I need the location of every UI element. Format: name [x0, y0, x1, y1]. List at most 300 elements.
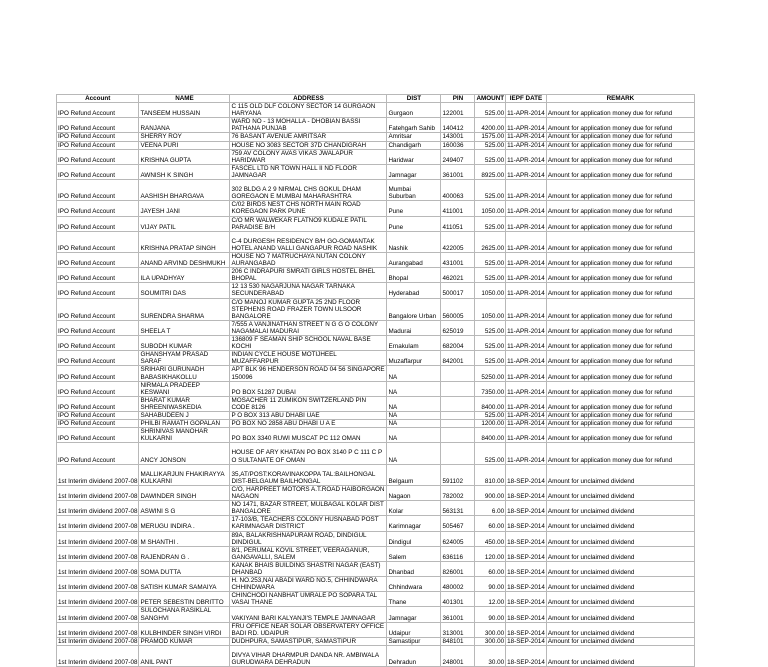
account-cell: IPO Refund Account — [57, 180, 139, 201]
account-cell: 1st Interim dividend 2007-08 — [57, 645, 139, 666]
iepf-date-cell: 18-SEP-2014 — [506, 577, 547, 592]
address-cell: C-4 DURGESH RESIDENCY B/H GO-GOMANTAK HOTEL ANAND VALLI GANGAPUR ROAD NASHIK — [230, 231, 387, 252]
account-cell: 1st Interim dividend 2007-08 — [57, 516, 139, 531]
name-cell: SUBODH KUMAR — [139, 336, 230, 351]
address-cell: 76 BASANT AVENUE AMRITSAR — [230, 133, 387, 141]
amount-cell: 525.00 — [475, 180, 506, 201]
table-row — [57, 622, 695, 637]
table-row — [57, 216, 695, 231]
address-cell: 302 BLDG A 2 9 NIRMAL CHS GOKUL DHAM GOREGAON E MUMBAI MAHARASHTRA — [230, 180, 387, 201]
dist-cell: NA — [387, 420, 441, 428]
account-cell: IPO Refund Account — [57, 336, 139, 351]
account-cell: IPO Refund Account — [57, 428, 139, 443]
dist-cell: Jamnagar — [387, 164, 441, 179]
table-row — [57, 501, 695, 516]
pin-cell: 400063 — [441, 180, 475, 201]
dist-cell: Jamnagar — [387, 607, 441, 622]
amount-cell: 90.00 — [475, 607, 506, 622]
account-cell: IPO Refund Account — [57, 411, 139, 419]
iepf-date-cell: 11-APR-2014 — [506, 336, 547, 351]
account-cell: IPO Refund Account — [57, 231, 139, 252]
pin-cell: 782002 — [441, 485, 475, 500]
address-cell: KANAK BHAIS BUILDING SHASTRI NAGAR (EAST) DHANBAD — [230, 561, 387, 576]
address-cell: HOUSE NO 3083 SECTOR 37D CHANDIGRAH — [230, 141, 387, 149]
table-row — [57, 298, 695, 320]
address-cell: WARD NO - 13 MOHALLA - DHOBIAN BASSI PATHANA PUNJAB — [230, 118, 387, 133]
name-cell: SRIHARI GURUNADH BABASIKHAKOLLU — [139, 366, 230, 381]
amount-cell: 525.00 — [475, 253, 506, 268]
address-cell: 35,AT/POST:KORAVINAKOPPA TAL:BAILHONGAL DIST-BELGAUM BAILHONGAL — [230, 464, 387, 485]
dist-cell: Haridwar — [387, 149, 441, 164]
dist-cell: Amritsar — [387, 133, 441, 141]
name-cell: ANIL PANT — [139, 645, 230, 666]
table-row — [57, 268, 695, 283]
pin-cell: 431001 — [441, 253, 475, 268]
iepf-table — [56, 94, 695, 667]
iepf-date-cell: 11-APR-2014 — [506, 268, 547, 283]
name-cell: M SHANTHI . — [139, 531, 230, 546]
amount-cell: 900.00 — [475, 485, 506, 500]
account-cell: IPO Refund Account — [57, 133, 139, 141]
column-header-account: Account — [57, 95, 139, 103]
dist-cell: Hyderabad — [387, 283, 441, 298]
remark-cell: Amount for unclaimed dividend — [546, 645, 694, 666]
address-cell: 136809 F SEAMAN SHIP SCHOOL NAVAL BASE KOCHI — [230, 336, 387, 351]
table-row — [57, 428, 695, 443]
pin-cell: 140412 — [441, 118, 475, 133]
account-cell: 1st Interim dividend 2007-08 — [57, 531, 139, 546]
name-cell: MALLIKARJUN FHAKIRAYYA KULKARNI — [139, 464, 230, 485]
iepf-date-cell: 11-APR-2014 — [506, 283, 547, 298]
name-cell: SULOCHANA RASIKLAL SANGHVI — [139, 607, 230, 622]
account-cell: IPO Refund Account — [57, 141, 139, 149]
amount-cell: 30.00 — [475, 645, 506, 666]
name-cell: SOUMITRI DAS — [139, 283, 230, 298]
name-cell: TANSEEM HUSSAIN — [139, 103, 230, 118]
table-row — [57, 592, 695, 607]
dist-cell: Pune — [387, 216, 441, 231]
amount-cell: 1050.00 — [475, 298, 506, 320]
remark-cell: Amount for unclaimed dividend — [546, 531, 694, 546]
dist-cell: Aurangabad — [387, 253, 441, 268]
table-row — [57, 118, 695, 133]
name-cell: AWNISH K SINGH — [139, 164, 230, 179]
table-row — [57, 164, 695, 179]
amount-cell: 525.00 — [475, 320, 506, 335]
remark-cell: Amount for application money due for refund — [546, 118, 694, 133]
dist-cell: Chandigarh — [387, 141, 441, 149]
address-cell: DUDHPURA, SAMASTIPUR, SAMASTIPUR — [230, 637, 387, 645]
name-cell: KRISHNA PRATAP SINGH — [139, 231, 230, 252]
amount-cell: 525.00 — [475, 149, 506, 164]
name-cell: BHARAT KUMAR SHREENIWASKEDIA — [139, 396, 230, 411]
table-row — [57, 561, 695, 576]
pin-cell: 682004 — [441, 336, 475, 351]
pin-cell: 500017 — [441, 283, 475, 298]
address-cell: 89A, BALAKRISHNAPURAM ROAD, DINDIGUL DINDIGUL — [230, 531, 387, 546]
remark-cell: Amount for unclaimed dividend — [546, 622, 694, 637]
table-row — [57, 103, 695, 118]
pin-cell: 249407 — [441, 149, 475, 164]
iepf-date-cell: 11-APR-2014 — [506, 396, 547, 411]
amount-cell: 300.00 — [475, 637, 506, 645]
pin-cell: 636116 — [441, 546, 475, 561]
pin-cell: 361001 — [441, 607, 475, 622]
amount-cell: 1200.00 — [475, 420, 506, 428]
name-cell: PRAMOD KUMAR — [139, 637, 230, 645]
name-cell: SHERRY ROY — [139, 133, 230, 141]
pin-cell: 560005 — [441, 298, 475, 320]
table-row — [57, 411, 695, 419]
table-row — [57, 351, 695, 366]
account-cell: IPO Refund Account — [57, 216, 139, 231]
iepf-date-cell: 11-APR-2014 — [507, 141, 545, 149]
account-cell: 1st Interim dividend 2007-08 — [57, 546, 139, 561]
table-row — [57, 253, 695, 268]
address-cell: APT BLK 96 HENDERSON ROAD 04 56 SINGAPORE 150096 — [230, 366, 387, 381]
pin-cell: 624005 — [441, 531, 475, 546]
name-cell: KULBHINDER SINGH VIRDI — [139, 622, 230, 637]
dist-cell: Nashik — [387, 231, 441, 252]
account-cell: IPO Refund Account — [57, 420, 139, 428]
amount-cell: 525.00 — [475, 103, 506, 118]
address-cell: FRU OFFICE NEAR SOLAR OBSERVATERY OFFICE BADI RD. UDAIPUR — [230, 622, 387, 637]
account-cell: IPO Refund Account — [57, 396, 139, 411]
name-cell: SURENDRA SHARMA — [139, 298, 230, 320]
address-cell: 759 AV COLONY AVAS VIKAS JWALAPUR HARIDWAR — [230, 149, 387, 164]
amount-cell: 5250.00 — [475, 366, 506, 381]
dist-cell: Ernakulam — [387, 336, 441, 351]
column-header-name: NAME — [139, 95, 230, 103]
table-row — [57, 396, 695, 411]
account-cell: IPO Refund Account — [57, 164, 139, 179]
pin-cell — [441, 420, 475, 428]
amount-cell: 525.00 — [475, 351, 506, 366]
amount-cell: 450.00 — [475, 531, 506, 546]
column-header-iepf-date: IEPF DATE — [506, 95, 547, 103]
table-row — [57, 443, 695, 464]
iepf-date-cell: 18-SEP-2014 — [506, 501, 547, 516]
remark-cell: Amount for application money due for refund — [546, 366, 694, 381]
name-cell: MERUGU INDIRA . — [139, 516, 230, 531]
dist-cell: NA — [387, 428, 441, 443]
dist-cell: Bhopal — [387, 268, 441, 283]
name-cell: VEENA PURI — [139, 141, 230, 149]
iepf-date-cell: 18-SEP-2014 — [506, 485, 547, 500]
amount-cell: 810.00 — [475, 464, 506, 485]
pin-cell — [441, 366, 475, 381]
amount-cell: 1575.00 — [475, 133, 506, 141]
iepf-date-cell: 11-APR-2014 — [507, 411, 545, 419]
column-header-pin: PIN — [441, 95, 475, 103]
account-cell: 1st Interim dividend 2007-08 — [57, 592, 139, 607]
dist-cell: Kolar — [387, 501, 441, 516]
remark-cell: Amount for unclaimed dividend — [546, 577, 694, 592]
table-row — [57, 546, 695, 561]
iepf-date-cell: 18-SEP-2014 — [507, 637, 545, 645]
iepf-date-cell: 18-SEP-2014 — [506, 546, 547, 561]
pin-cell: 625019 — [441, 320, 475, 335]
dist-cell: Samastipur — [387, 637, 441, 645]
remark-cell: Amount for unclaimed dividend — [546, 516, 694, 531]
table-row — [57, 133, 695, 141]
dist-cell: Dindigul — [387, 531, 441, 546]
remark-cell: Amount for application money due for refund — [546, 180, 694, 201]
header-row — [57, 95, 695, 103]
remark-cell: Amount for unclaimed dividend — [546, 637, 694, 645]
address-cell: INDIAN CYCLE HOUSE MOTIJHEEL MUZAFFARPUR — [230, 351, 387, 366]
address-cell: C/O MANOJ KUMAR GUPTA 25 2ND FLOOR STEPHENS ROAD FRAZER TOWN ULSOOR BANGALORE — [230, 298, 387, 320]
remark-cell: Amount for application money due for refund — [546, 298, 694, 320]
iepf-date-cell: 18-SEP-2014 — [506, 607, 547, 622]
account-cell: 1st Interim dividend 2007-08 — [58, 637, 138, 645]
dist-cell: NA — [387, 381, 441, 396]
pin-cell — [441, 443, 475, 464]
account-cell: IPO Refund Account — [57, 103, 139, 118]
iepf-date-cell: 11-APR-2014 — [506, 253, 547, 268]
pin-cell: 826001 — [441, 561, 475, 576]
account-cell: 1st Interim dividend 2007-08 — [57, 485, 139, 500]
remark-cell: Amount for unclaimed dividend — [546, 485, 694, 500]
address-cell: 8/1, PERUMAL KOVIL STREET, VEERAGANUR, GANGAVALLI, SALEM — [230, 546, 387, 561]
pin-cell: 160036 — [441, 141, 475, 149]
remark-cell: Amount for application money due for refund — [546, 133, 694, 141]
pin-cell — [441, 428, 475, 443]
address-cell: 12 13 530 NAGARJUNA NAGAR TARNAKA SECUNDERABAD — [230, 283, 387, 298]
name-cell: VIJAY PATIL — [139, 216, 230, 231]
address-cell: C/02 BIRDS NEST CHS NORTH MAIN ROAD KOREGAON PARK PUNE — [230, 201, 387, 216]
account-cell: IPO Refund Account — [57, 298, 139, 320]
remark-cell: Amount for application money due for refund — [546, 411, 694, 419]
address-cell: P O BOX 313 ABU DHABI UAE — [230, 411, 387, 419]
address-cell: 206 C INDRAPURI SMRATI GIRLS HOSTEL BHEL BHOPAL — [230, 268, 387, 283]
pin-cell: 411051 — [441, 216, 475, 231]
iepf-date-cell: 18-SEP-2014 — [506, 645, 547, 666]
account-cell: 1st Interim dividend 2007-08 — [57, 577, 139, 592]
remark-cell: Amount for application money due for refund — [546, 283, 694, 298]
table-body — [57, 103, 695, 667]
remark-cell: Amount for application money due for refund — [546, 201, 694, 216]
account-cell: 1st Interim dividend 2007-08 — [57, 607, 139, 622]
remark-cell: Amount for application money due for refund — [546, 381, 694, 396]
pin-cell: 462021 — [441, 268, 475, 283]
dist-cell: Udaipur — [387, 622, 441, 637]
pin-cell: 591102 — [441, 464, 475, 485]
address-cell: PO BOX NO 2858 ABU DHABI U A E — [230, 420, 387, 428]
account-cell: 1st Interim dividend 2007-08 — [57, 622, 139, 637]
name-cell: GHANSHYAM PRASAD SARAF — [139, 351, 230, 366]
column-header-dist: DIST — [387, 95, 441, 103]
remark-cell: Amount for unclaimed dividend — [546, 464, 694, 485]
name-cell: KRISHNA GUPTA — [139, 149, 230, 164]
dist-cell: NA — [387, 443, 441, 464]
iepf-date-cell: 18-SEP-2014 — [506, 516, 547, 531]
address-cell: 7/555 A VANJINATHAN STREET N G G O COLONY NAGAMALAI MADURAI — [230, 320, 387, 335]
remark-cell: Amount for application money due for refund — [546, 336, 694, 351]
iepf-date-cell: 18-SEP-2014 — [506, 531, 547, 546]
name-cell: RAJENDRAN G . — [139, 546, 230, 561]
iepf-date-cell: 11-APR-2014 — [506, 443, 547, 464]
table-row — [57, 201, 695, 216]
iepf-date-cell: 11-APR-2014 — [506, 118, 547, 133]
pin-cell: 122001 — [441, 103, 475, 118]
table-row — [57, 381, 695, 396]
iepf-date-cell: 11-APR-2014 — [506, 201, 547, 216]
address-cell: DIVYA VIHAR DHARMPUR DANDA NR. AMBIWALA GURUDWARA DEHRADUN — [230, 645, 387, 666]
amount-cell: 8400.00 — [475, 396, 506, 411]
remark-cell: Amount for application money due for refund — [546, 253, 694, 268]
dist-cell: NA — [387, 411, 441, 419]
amount-cell: 525.00 — [475, 216, 506, 231]
pin-cell: 143001 — [441, 133, 475, 141]
name-cell: ASWINI S G — [139, 501, 230, 516]
remark-cell: Amount for unclaimed dividend — [546, 546, 694, 561]
remark-cell: Amount for application money due for refund — [546, 320, 694, 335]
iepf-date-cell: 11-APR-2014 — [506, 231, 547, 252]
iepf-date-cell: 11-APR-2014 — [506, 320, 547, 335]
dist-cell: Pune — [387, 201, 441, 216]
table-row — [57, 645, 695, 666]
address-cell: MOSACHER 11 ZUMIKON SWITZERLAND PIN CODE 8126 — [230, 396, 387, 411]
dist-cell: Salem — [387, 546, 441, 561]
amount-cell: 525.00 — [475, 411, 506, 419]
remark-cell: Amount for application money due for refund — [546, 216, 694, 231]
pin-cell — [441, 396, 475, 411]
dist-cell: Dhanbad — [387, 561, 441, 576]
dist-cell: Thane — [387, 592, 441, 607]
iepf-date-cell: 11-APR-2014 — [506, 298, 547, 320]
account-cell: IPO Refund Account — [57, 283, 139, 298]
name-cell: ANCY JONSON — [139, 443, 230, 464]
address-cell: FASCEL LTD NR TOWN HALL II ND FLOOR JAMNAGAR — [230, 164, 387, 179]
address-cell: CHINCHODI NANBHAT UMRALE PO SOPARA TAL VASAI THANE — [230, 592, 387, 607]
amount-cell: 8925.00 — [475, 164, 506, 179]
iepf-date-cell: 11-APR-2014 — [506, 103, 547, 118]
address-cell: 17-103/B, TEACHERS COLONY HUSNABAD POST KARIMNAGAR DISTRICT — [230, 516, 387, 531]
amount-cell: 6.00 — [475, 501, 506, 516]
pin-cell: 248001 — [441, 645, 475, 666]
address-cell: PO BOX 51287 DUBAI — [230, 381, 387, 396]
dist-cell: Mumbai Suburban — [387, 180, 441, 201]
amount-cell: 90.00 — [475, 577, 506, 592]
column-header-remark: REMARK — [546, 95, 694, 103]
amount-cell: 60.00 — [475, 561, 506, 576]
remark-cell: Amount for application money due for refund — [546, 351, 694, 366]
iepf-date-cell: 11-APR-2014 — [506, 366, 547, 381]
name-cell: SHEELA T — [139, 320, 230, 335]
name-cell: RANJANA — [139, 118, 230, 133]
amount-cell: 2625.00 — [475, 231, 506, 252]
iepf-date-cell: 11-APR-2014 — [506, 149, 547, 164]
remark-cell: Amount for application money due for refund — [546, 164, 694, 179]
pin-cell: 361001 — [441, 164, 475, 179]
account-cell: IPO Refund Account — [57, 351, 139, 366]
amount-cell: 8400.00 — [475, 428, 506, 443]
iepf-date-cell: 11-APR-2014 — [506, 216, 547, 231]
address-cell: C/O MR WALWEKAR FLATNO9 KUDALE PATIL PARADISE B/H — [230, 216, 387, 231]
iepf-date-cell: 11-APR-2014 — [506, 381, 547, 396]
table-row — [57, 231, 695, 252]
pin-cell: 563131 — [441, 501, 475, 516]
table-row — [57, 464, 695, 485]
table-row — [57, 366, 695, 381]
name-cell: ANAND ARVIND DESHMUKH — [139, 253, 230, 268]
dist-cell: Belgaum — [387, 464, 441, 485]
pin-cell: 313001 — [441, 622, 475, 637]
table-row — [57, 485, 695, 500]
account-cell: IPO Refund Account — [57, 381, 139, 396]
iepf-date-cell: 18-SEP-2014 — [506, 622, 547, 637]
name-cell: DAWINDER SINGH — [139, 485, 230, 500]
table-row — [57, 516, 695, 531]
account-cell: IPO Refund Account — [57, 268, 139, 283]
dist-cell: Madurai — [387, 320, 441, 335]
amount-cell: 7350.00 — [475, 381, 506, 396]
dist-cell: Karimnagar — [387, 516, 441, 531]
account-cell: IPO Refund Account — [57, 366, 139, 381]
name-cell: SATISH KUMAR SAMAIYA — [139, 577, 230, 592]
pin-cell: 422005 — [441, 231, 475, 252]
account-cell: IPO Refund Account — [57, 253, 139, 268]
remark-cell: Amount for unclaimed dividend — [546, 607, 694, 622]
address-cell: VAKIYANI BARI KALYANJI'S TEMPLE JAMNAGAR — [230, 607, 387, 622]
amount-cell: 300.00 — [475, 622, 506, 637]
remark-cell: Amount for application money due for refund — [546, 428, 694, 443]
iepf-date-cell: 11-APR-2014 — [506, 351, 547, 366]
account-cell: 1st Interim dividend 2007-08 — [57, 464, 139, 485]
amount-cell: 525.00 — [475, 141, 506, 149]
name-cell: AASHISH BHARGAVA — [139, 180, 230, 201]
amount-cell: 525.00 — [475, 336, 506, 351]
account-cell: IPO Refund Account — [57, 320, 139, 335]
dist-cell: Muzaffarpur — [387, 351, 441, 366]
table-row — [57, 141, 695, 149]
account-cell: IPO Refund Account — [57, 149, 139, 164]
iepf-date-cell: 18-SEP-2014 — [506, 464, 547, 485]
address-cell: HOUSE NO 7 MATRUCHAYA NUTAN COLONY AURANGABAD — [230, 253, 387, 268]
name-cell: SAHABUDEEN J — [139, 411, 230, 419]
dist-cell: Dehradun — [387, 645, 441, 666]
dist-cell: Nagaon — [387, 485, 441, 500]
name-cell: NIRMALA PRADEEP KESWANI — [139, 381, 230, 396]
table-row — [57, 420, 695, 428]
remark-cell: Amount for application money due for refund — [546, 420, 694, 428]
amount-cell: 525.00 — [475, 443, 506, 464]
amount-cell: 525.00 — [475, 268, 506, 283]
dist-cell: NA — [387, 366, 441, 381]
pin-cell: 505467 — [441, 516, 475, 531]
account-cell: IPO Refund Account — [57, 443, 139, 464]
table-row — [57, 320, 695, 335]
dist-cell: Chhindwara — [387, 577, 441, 592]
address-cell: HOUSE OF ARY KHATAN PO BOX 3140 P C 111 C P O SULTANATE OF OMAN — [230, 443, 387, 464]
table-row — [57, 637, 695, 645]
pin-cell — [441, 411, 475, 419]
amount-cell: 120.00 — [475, 546, 506, 561]
iepf-date-cell: 11-APR-2014 — [507, 133, 545, 141]
pin-cell: 411001 — [441, 201, 475, 216]
name-cell: PHILBI RAMATH GOPALAN — [139, 420, 230, 428]
iepf-date-cell: 18-SEP-2014 — [506, 592, 547, 607]
address-cell: PO BOX 3340 RUWI MUSCAT PC 112 OMAN — [230, 428, 387, 443]
iepf-date-cell: 11-APR-2014 — [506, 428, 547, 443]
iepf-date-cell: 18-SEP-2014 — [506, 561, 547, 576]
address-cell: C/O, HARPREET MOTORS A.T.ROAD HAIBORGAON NAGAON — [230, 485, 387, 500]
table-row — [57, 283, 695, 298]
column-header-amount: AMOUNT — [476, 95, 505, 102]
name-cell: PETER SEBESTIN DBRITTO — [139, 592, 230, 607]
amount-cell: 1050.00 — [475, 201, 506, 216]
